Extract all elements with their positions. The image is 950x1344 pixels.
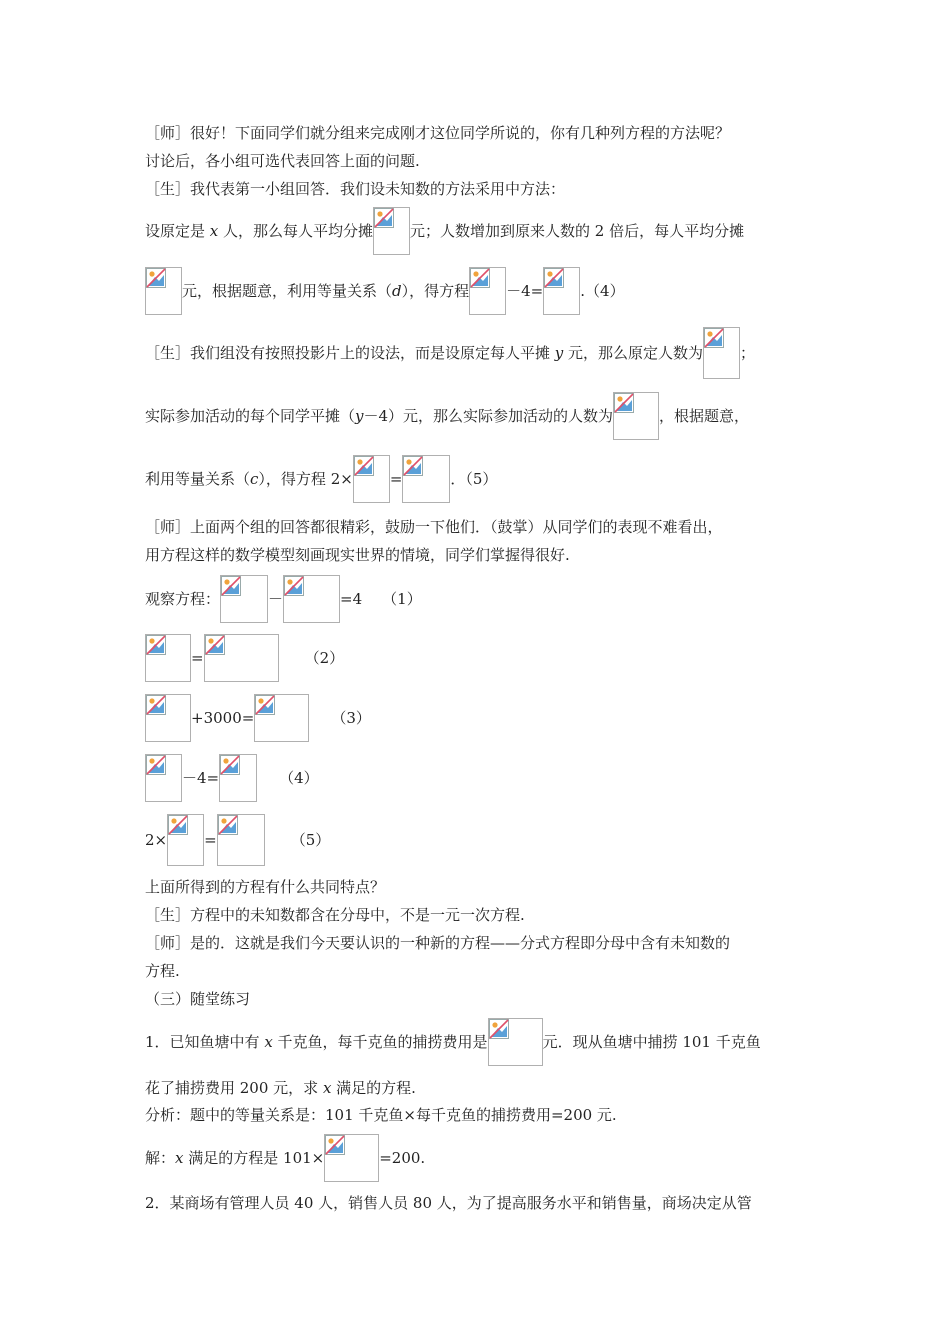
broken-image-icon xyxy=(204,634,279,682)
broken-image-icon xyxy=(283,575,340,623)
equation-4: －4= （4） xyxy=(145,754,319,802)
equation-3: +3000= （3） xyxy=(145,694,371,742)
broken-image-icon xyxy=(353,455,390,503)
equation-1: 观察方程： － =4 （1） xyxy=(145,575,422,623)
text-line: ［生］我代表第一小组回答．我们设未知数的方法采用中方法： xyxy=(145,180,566,198)
broken-image-icon xyxy=(254,694,309,742)
text-line: 用方程这样的数学模型刻画现实世界的情境，同学们掌握得很好. xyxy=(145,546,570,564)
broken-image-icon xyxy=(217,814,265,866)
broken-image-icon xyxy=(703,327,740,379)
equation-2: = （2） xyxy=(145,634,344,682)
equation-5: 2× = （5） xyxy=(145,814,330,866)
text-line: ［师］上面两个组的回答都很精彩，鼓励一下他们．（鼓掌）从同学们的表现不难看出， xyxy=(145,518,723,536)
broken-image-icon xyxy=(167,814,204,866)
text-line: 2．某商场有管理人员 40 人，销售人员 80 人，为了提高服务水平和销售量，商场决定从管 xyxy=(145,1194,752,1212)
text-line: 利用等量关系（c），得方程 2× = ．（5） xyxy=(145,455,497,503)
broken-image-icon xyxy=(145,754,182,802)
text-line: 讨论后，各小组可选代表回答上面的问题. xyxy=(145,152,420,170)
text-line: 元，根据题意，利用等量关系（d），得方程 －4= .（4） xyxy=(145,267,625,315)
broken-image-icon xyxy=(469,267,506,315)
section-heading: （三）随堂练习 xyxy=(145,990,251,1008)
broken-image-icon xyxy=(324,1134,379,1182)
text-line: ［生］我们组没有按照投影片上的设法，而是设原定每人平摊 y 元，那么原定人数为 ； xyxy=(145,327,755,379)
text-line: 花了捕捞费用 200 元，求 x 满足的方程. xyxy=(145,1079,416,1097)
broken-image-icon xyxy=(488,1018,543,1066)
text-line: 设原定是 x 人，那么每人平均分摊 元；人数增加到原来人数的 2 倍后，每人平均分摊 xyxy=(145,207,744,255)
broken-image-icon xyxy=(613,392,659,440)
broken-image-icon xyxy=(402,455,450,503)
text-line: 上面所得到的方程有什么共同特点？ xyxy=(145,878,386,896)
text-line: 实际参加活动的每个同学平摊（y－4）元，那么实际参加活动的人数为 ，根据题意， xyxy=(145,392,749,440)
text-line: ［师］很好！下面同学们就分组来完成刚才这位同学所说的，你有几种列方程的方法呢？ xyxy=(145,124,731,142)
text-line: ［生］方程中的未知数都含在分母中，不是一元一次方程. xyxy=(145,906,525,924)
text-line: ［师］是的．这就是我们今天要认识的一种新的方程——分式方程即分母中含有未知数的 xyxy=(145,934,731,952)
broken-image-icon xyxy=(145,634,191,682)
text-line: 分析：题中的等量关系是：101 千克鱼×每千克鱼的捕捞费用=200 元. xyxy=(145,1106,617,1124)
text-line: 1．已知鱼塘中有 x 千克鱼，每千克鱼的捕捞费用是 元．现从鱼塘中捕捞 101 千克鱼 xyxy=(145,1018,761,1066)
broken-image-icon xyxy=(145,694,191,742)
broken-image-icon xyxy=(145,267,182,315)
text-line: 方程. xyxy=(145,962,180,980)
text-line: 解：x 满足的方程是 101× =200. xyxy=(145,1134,425,1182)
broken-image-icon xyxy=(543,267,580,315)
broken-image-icon xyxy=(219,754,257,802)
broken-image-icon xyxy=(373,207,410,255)
broken-image-icon xyxy=(220,575,268,623)
